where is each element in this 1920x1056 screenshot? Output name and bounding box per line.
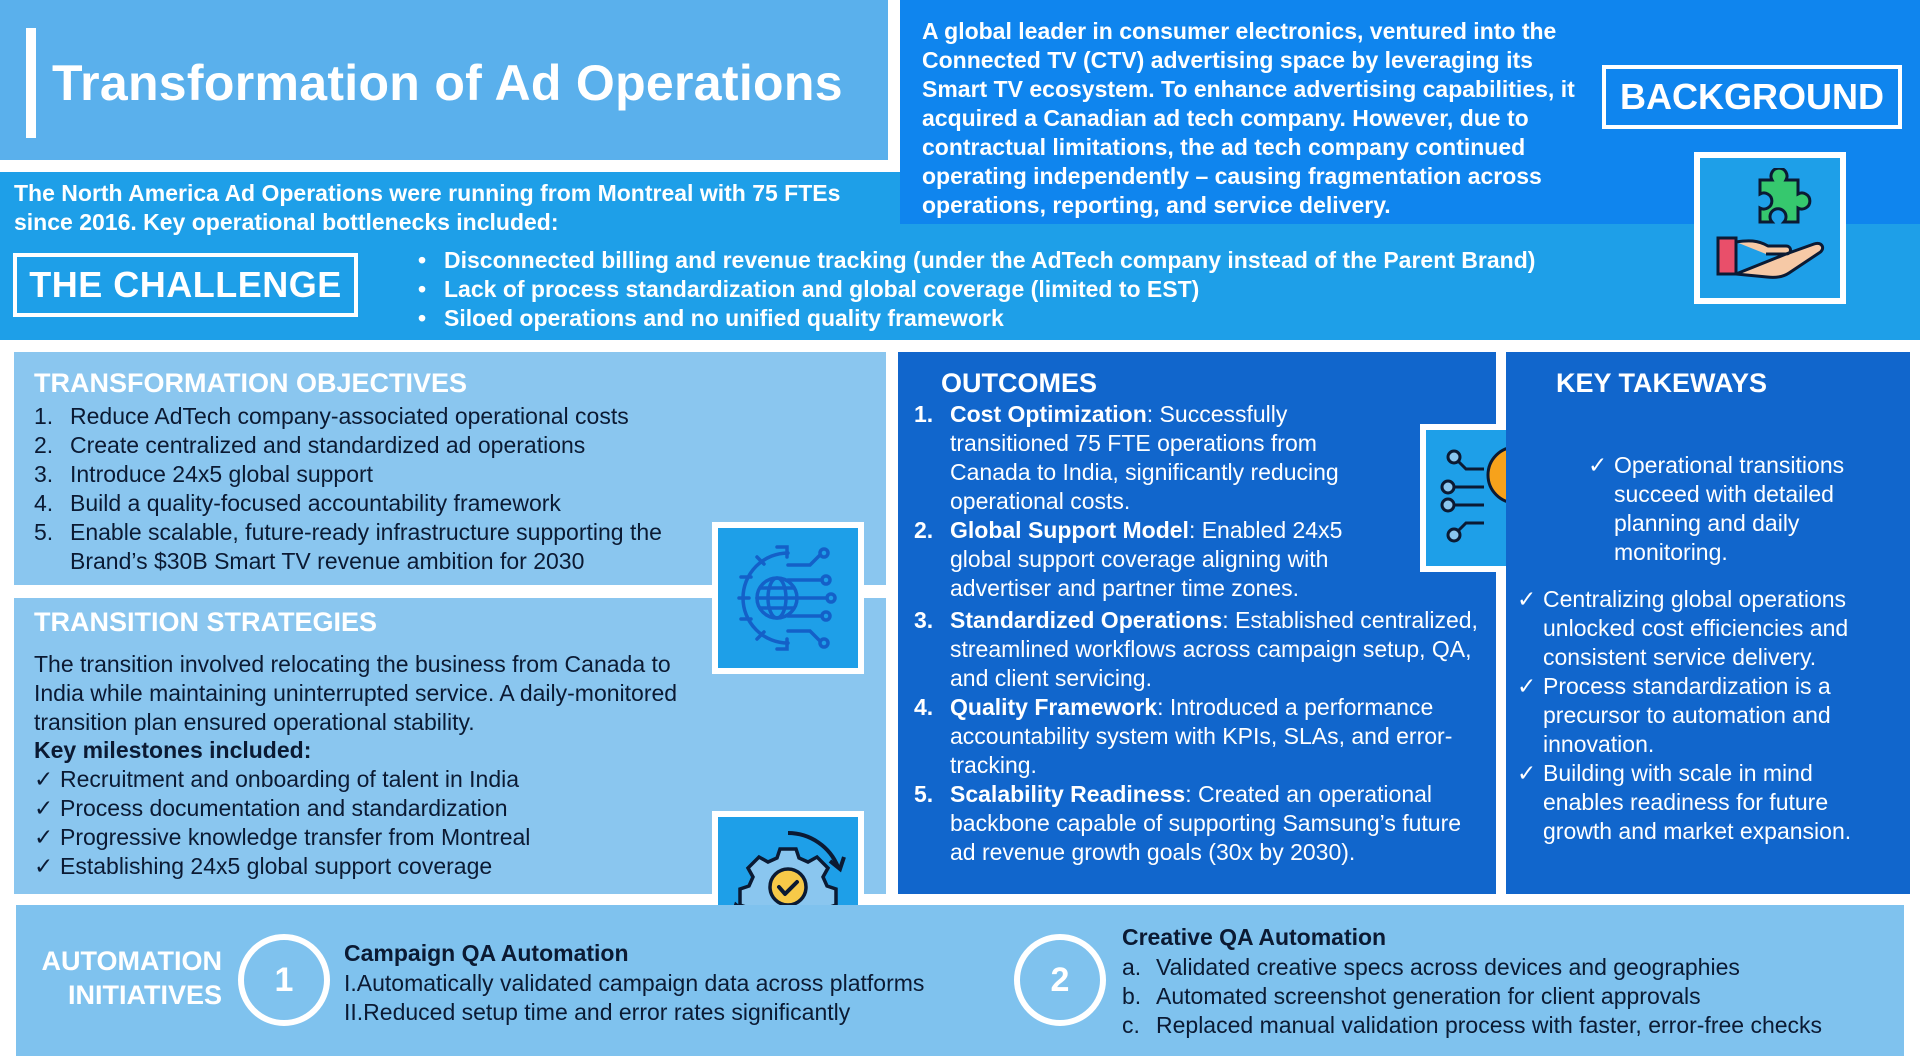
transition-heading: TRANSITION STRATEGIES [34, 607, 378, 637]
list-item: ✓ Process standardization is a precursor to automation and innovation. [1517, 673, 1831, 757]
challenge-intro: The North America Ad Operations were running from Montreal with 75 FTEs since 2016. Key operational bottlenecks included: [14, 180, 841, 235]
takeaways-list [1517, 585, 1897, 846]
check-icon: ✓ [34, 766, 54, 792]
title-accent-bar [26, 28, 36, 138]
outcomes-list-bottom [914, 606, 1486, 867]
milestones-label: Key milestones included: [34, 737, 312, 763]
check-icon: ✓ [1517, 586, 1537, 612]
milestones-list [34, 765, 530, 881]
check-icon: ✓ [34, 853, 54, 879]
step-number-2: 2 [1014, 934, 1106, 1026]
page-title: Transformation of Ad Operations [52, 55, 843, 111]
list-item: 2. Global Support Model: Enabled 24x5 global support coverage aligning with advertiser and partner time zones. [914, 517, 1343, 601]
outcomes-list-top [914, 400, 1384, 603]
check-icon: ✓ [1517, 673, 1537, 699]
list-item: 3. Standardized Operations: Established centralized, streamlined workflows across campaign setup, QA, and client servicing. [914, 607, 1478, 691]
check-icon: ✓ [1588, 452, 1608, 478]
list-item: a. Validated creative specs across devices and geographies [1122, 954, 1740, 980]
list-item: ✓ Operational transitions succeed with detailed planning and daily monitoring. [1588, 452, 1845, 565]
check-icon: ✓ [34, 824, 54, 850]
challenge-bullet: • Disconnected billing and revenue tracking (under the AdTech company instead of the Parent Brand) [418, 246, 1535, 275]
list-item: c. Replaced manual validation process with faster, error-free checks [1122, 1012, 1823, 1038]
objectives-list [34, 402, 694, 576]
list-item: 1. Reduce AdTech company-associated operational costs [34, 403, 629, 429]
puzzle-hand-icon [1694, 152, 1846, 304]
challenge-bullet: • Lack of process standardization and global coverage (limited to EST) [418, 275, 1535, 304]
list-item: 2. Create centralized and standardized ad operations [34, 432, 586, 458]
challenge-label: THE CHALLENGE [13, 253, 358, 317]
list-item: ✓ Process documentation and standardization [34, 795, 508, 821]
automation-label: AUTOMATION INITIATIVES [41, 946, 222, 1010]
list-item: ✓ Centralizing global operations unlocked cost efficiencies and consistent service delivery. [1517, 586, 1849, 670]
list-item: 5. Scalability Readiness: Created an operational backbone capable of supporting Samsung’s future ad revenue growth goals (30x by 2030). [914, 781, 1462, 865]
list-item: ✓ Establishing 24x5 global support coverage [34, 853, 493, 879]
transition-paragraph: The transition involved relocating the business from Canada to India while maintaining uninterrupted service. A daily-monitored transition plan ensured operational stability. [34, 651, 678, 735]
gear-globe-icon [712, 522, 864, 674]
takeaways-list-top [1588, 451, 1888, 567]
list-item: ✓ Recruitment and onboarding of talent in India [34, 766, 520, 792]
campaign-qa-lines: I.Automatically validated campaign data across platforms II.Reduced setup time and error rates significantly [344, 970, 925, 1025]
check-icon: ✓ [34, 795, 54, 821]
outcomes-heading: OUTCOMES [941, 368, 1098, 398]
challenge-bullets [418, 246, 1535, 333]
list-item: ✓ Building with scale in mind enables readiness for future growth and market expansion. [1517, 760, 1852, 844]
background-text: A global leader in consumer electronics, ventured into the Connected TV (CTV) advertising space by leveraging its Smart TV ecosystem. To enhance advertising capabilities, it acquired a Canadian ad tech company. However, due to contractual limitations, the ad tech company continued operating independently – causing fragmentation across operations, reporting, and service delivery. [922, 18, 1575, 218]
list-item: 3. Introduce 24x5 global support [34, 461, 374, 487]
list-item: 4. Quality Framework: Introduced a performance accountability system with KPIs, SLAs, and error-tracking. [914, 694, 1453, 778]
list-item: 1. Cost Optimization: Successfully transitioned 75 FTE operations from Canada to India, significantly reducing operational costs. [914, 401, 1339, 514]
campaign-qa-title: Campaign QA Automation [344, 940, 629, 966]
objectives-heading: TRANSFORMATION OBJECTIVES [34, 368, 468, 398]
creative-qa-title: Creative QA Automation [1122, 924, 1387, 950]
list-item: 5. Enable scalable, future-ready infrastructure supporting the Brand’s $30B Smart TV revenue ambition for 2030 [34, 519, 662, 574]
list-item: ✓ Progressive knowledge transfer from Montreal [34, 824, 531, 850]
background-label: BACKGROUND [1602, 65, 1902, 129]
challenge-bullet: • Siloed operations and no unified quality framework [418, 304, 1535, 333]
check-icon: ✓ [1517, 760, 1537, 786]
creative-qa-list [1122, 953, 1822, 1040]
takeaways-heading: KEY TAKEWAYS [1556, 368, 1768, 398]
step-number-1: 1 [238, 934, 330, 1026]
list-item: 4. Build a quality-focused accountability framework [34, 490, 561, 516]
list-item: b. Automated screenshot generation for client approvals [1122, 983, 1701, 1009]
